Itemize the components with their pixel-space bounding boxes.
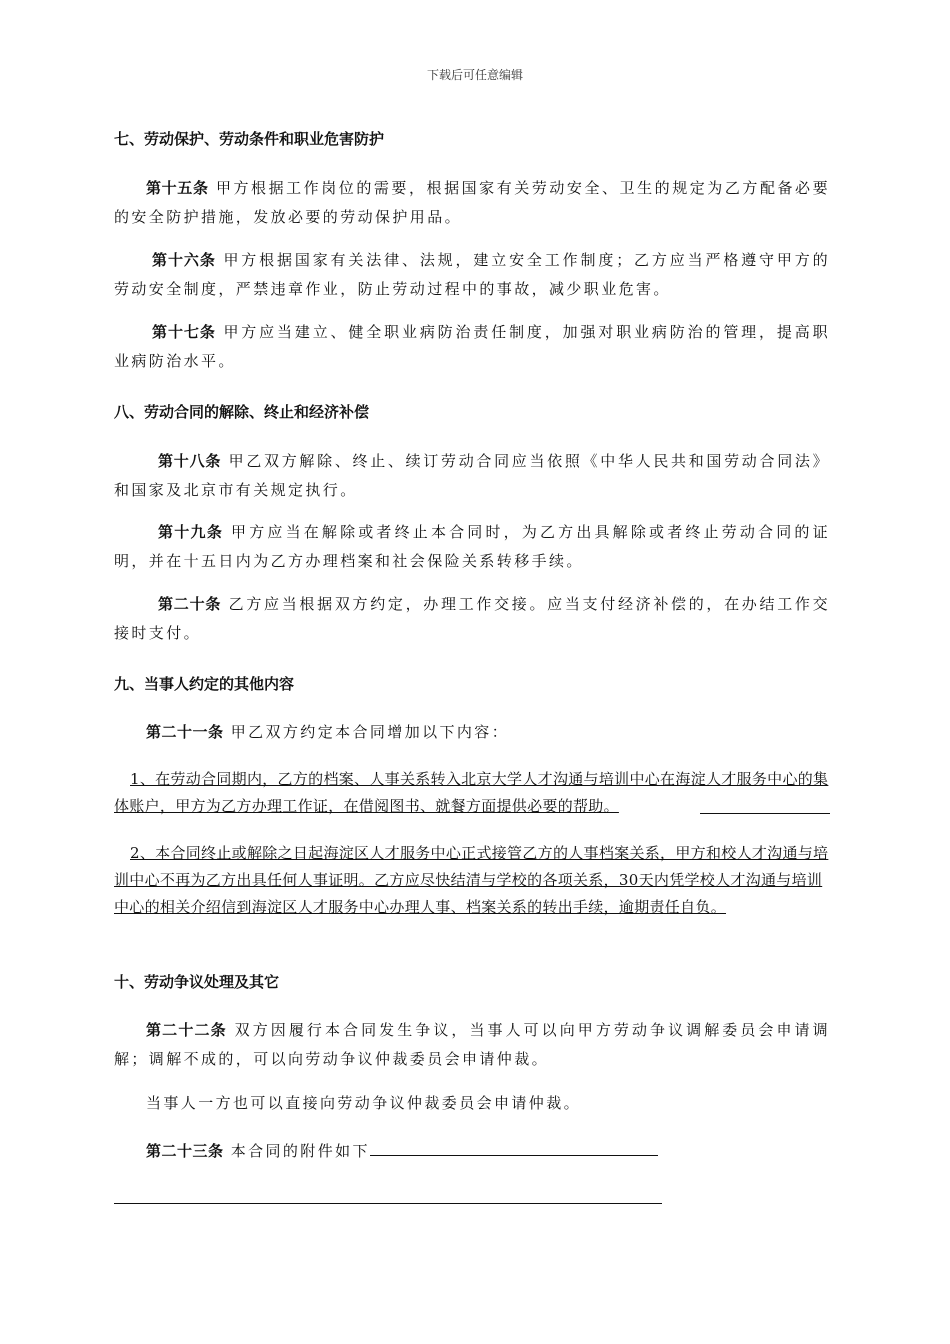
- attachment-fill-line: [370, 1139, 658, 1156]
- article-22-text: 双方因履行本合同发生争议，当事人可以向甲方劳动争议调解委员会申请调解；调解不成的，可以向劳动争议仲裁委员会申请仲裁。: [114, 1021, 830, 1068]
- article-15: [114, 174, 830, 232]
- article-16-label: 第十六条: [152, 251, 216, 269]
- article-23: [114, 1137, 830, 1166]
- article-20-label: 第二十条: [158, 595, 222, 613]
- article-23-text: 本合同的附件如下: [230, 1142, 370, 1160]
- extra-term-2: [114, 840, 836, 921]
- article-16-text: 甲方根据国家有关法律、法规，建立安全工作制度；乙方应当严格遵守甲方的劳动安全制度，严禁违章作业，防止劳动过程中的事故，减少职业危害。: [114, 251, 830, 298]
- article-16: [114, 246, 830, 304]
- article-22-supplement: [114, 1089, 830, 1118]
- article-19-text: 甲方应当在解除或者终止本合同时，为乙方出具解除或者终止劳动合同的证明，并在十五日内为乙方办理档案和社会保险关系转移手续。: [114, 523, 830, 570]
- article-21-label: 第二十一条: [146, 723, 224, 741]
- article-22-supplement-text: 当事人一方也可以直接向劳动争议仲裁委员会申请仲裁。: [146, 1094, 582, 1112]
- article-18-text: 甲乙双方解除、终止、续订劳动合同应当依照《中华人民共和国劳动合同法》和国家及北京市有关规定执行。: [114, 452, 830, 499]
- attachment-blank-line: [114, 1203, 662, 1204]
- page-header: 下载后可任意编辑: [426, 68, 523, 82]
- article-15-text: 甲方根据工作岗位的需要，根据国家有关劳动安全、卫生的规定为乙方配备必要的安全防护措施，发放必要的劳动保护用品。: [114, 179, 830, 226]
- section-9-title: 九、当事人约定的其他内容: [114, 675, 295, 693]
- section-8-title: 八、劳动合同的解除、终止和经济补偿: [114, 403, 370, 421]
- article-21: [114, 718, 830, 747]
- article-19: [114, 518, 830, 576]
- extra-term-1-text: 1、在劳动合同期内，乙方的档案、人事关系转入北京大学人才沟通与培训中心在海淀人才服务中心的集体账户，甲方为乙方办理工作证，在借阅图书、就餐方面提供必要的帮助。: [114, 770, 829, 815]
- section-7-title: 七、劳动保护、劳动条件和职业危害防护: [114, 130, 385, 148]
- article-22: [114, 1016, 830, 1074]
- article-18-label: 第十八条: [158, 452, 222, 470]
- article-20-text: 乙方应当根据双方约定，办理工作交接。应当支付经济补偿的，在办结工作交接时支付。: [114, 595, 830, 642]
- article-19-label: 第十九条: [158, 523, 224, 541]
- article-23-label: 第二十三条: [146, 1142, 224, 1160]
- article-17: [114, 318, 830, 376]
- section-10-title: 十、劳动争议处理及其它: [114, 973, 280, 991]
- extra-term-2-text: 2、本合同终止或解除之日起海淀区人才服务中心正式接管乙方的人事档案关系，甲方和校人才沟通与培训中心不再为乙方出具任何人事证明。乙方应尽快结清与学校的各项关系，30天内凭学校人才沟通与培训中心的相关介绍信到海淀区人才服务中心办理人事、档案关系的转出手续，逾期责任自负。: [114, 844, 829, 916]
- article-15-label: 第十五条: [146, 179, 209, 197]
- article-18: [114, 447, 830, 505]
- article-17-text: 甲方应当建立、健全职业病防治责任制度，加强对职业病防治的管理，提高职业病防治水平。: [114, 323, 830, 370]
- article-17-label: 第十七条: [152, 323, 216, 341]
- article-21-text: 甲乙双方约定本合同增加以下内容：: [230, 723, 510, 741]
- article-20: [114, 590, 830, 648]
- extra-term-1: [114, 766, 836, 820]
- article-22-label: 第二十二条: [146, 1021, 227, 1039]
- extra-term-1-tail-line: [700, 813, 830, 814]
